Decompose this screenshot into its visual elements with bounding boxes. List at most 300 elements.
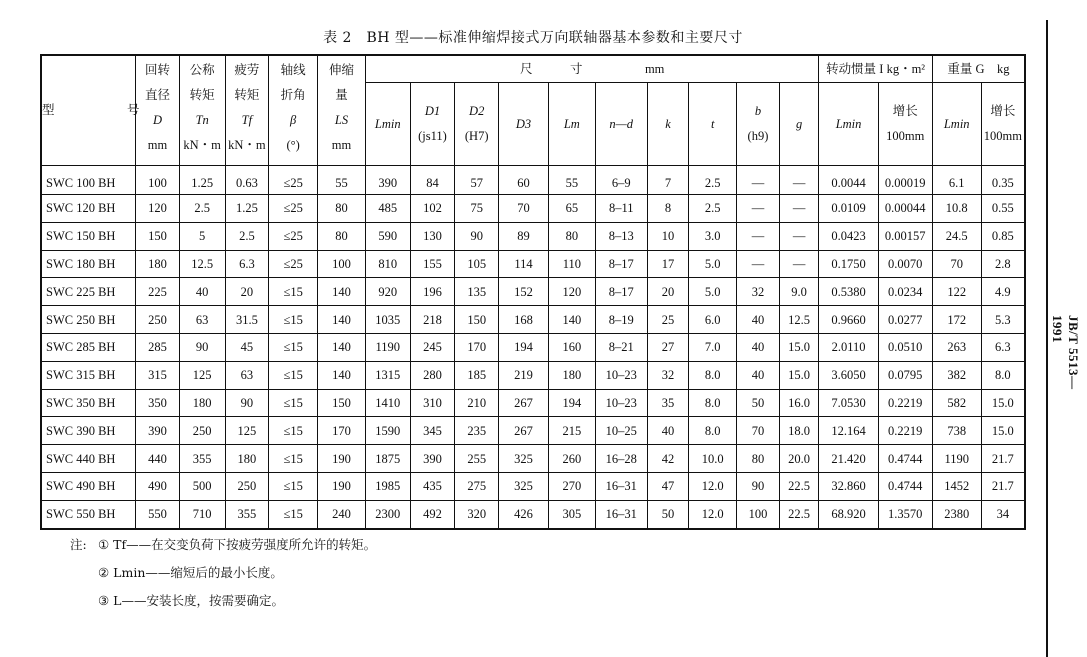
value-cell: 305 bbox=[548, 500, 595, 528]
value-cell: 490 bbox=[136, 472, 180, 500]
value-cell: 0.85 bbox=[981, 222, 1025, 250]
table-row bbox=[41, 250, 1025, 278]
value-cell: 63 bbox=[179, 306, 225, 334]
value-cell: 80 bbox=[318, 195, 366, 223]
value-cell: 17 bbox=[647, 250, 689, 278]
table-row bbox=[41, 500, 1025, 528]
value-cell: 325 bbox=[499, 445, 549, 473]
value-cell: 90 bbox=[225, 389, 269, 417]
value-cell: 267 bbox=[499, 389, 549, 417]
value-cell: 122 bbox=[932, 278, 981, 306]
header-nd: n—d bbox=[595, 83, 647, 166]
header-lm: Lm bbox=[548, 83, 595, 166]
value-cell: 8–11 bbox=[595, 195, 647, 223]
value-cell: 1590 bbox=[365, 417, 410, 445]
value-cell: 0.0070 bbox=[878, 250, 932, 278]
value-cell: 2380 bbox=[932, 500, 981, 528]
value-cell: 2.5 bbox=[179, 195, 225, 223]
value-cell: 485 bbox=[365, 195, 410, 223]
value-cell: 130 bbox=[410, 222, 455, 250]
value-cell: 32 bbox=[647, 361, 689, 389]
value-cell: — bbox=[737, 250, 780, 278]
value-cell: 8.0 bbox=[689, 361, 737, 389]
value-cell: 105 bbox=[455, 250, 499, 278]
table-row bbox=[41, 361, 1025, 389]
note-1 bbox=[70, 536, 376, 564]
value-cell: 1985 bbox=[365, 472, 410, 500]
value-cell: 285 bbox=[136, 333, 180, 361]
table-row bbox=[41, 333, 1025, 361]
value-cell: 90 bbox=[455, 222, 499, 250]
value-cell: 355 bbox=[179, 445, 225, 473]
value-cell: 16–28 bbox=[595, 445, 647, 473]
header-weight-lmin: Lmin bbox=[932, 83, 981, 166]
value-cell: 345 bbox=[410, 417, 455, 445]
value-cell: 219 bbox=[499, 361, 549, 389]
model-cell: SWC 490 BH bbox=[41, 472, 136, 500]
value-cell: 180 bbox=[179, 389, 225, 417]
value-cell: 0.0795 bbox=[878, 361, 932, 389]
table-caption: 表 2 BH 型——标准伸缩焊接式万向联轴器基本参数和主要尺寸 bbox=[323, 30, 743, 46]
value-cell: 6.0 bbox=[689, 306, 737, 334]
value-cell: 8.0 bbox=[981, 361, 1025, 389]
value-cell: — bbox=[779, 222, 819, 250]
parameter-table bbox=[40, 54, 1026, 530]
value-cell: 6.3 bbox=[225, 250, 269, 278]
value-cell: 42 bbox=[647, 445, 689, 473]
value-cell: 12.0 bbox=[689, 472, 737, 500]
value-cell: 1452 bbox=[932, 472, 981, 500]
value-cell: 1190 bbox=[365, 333, 410, 361]
value-cell: 7 bbox=[647, 166, 689, 195]
value-cell: ≤15 bbox=[269, 361, 318, 389]
value-cell: 215 bbox=[548, 417, 595, 445]
value-cell: 245 bbox=[410, 333, 455, 361]
model-cell: SWC 285 BH bbox=[41, 333, 136, 361]
value-cell: 12.5 bbox=[179, 250, 225, 278]
value-cell: 75 bbox=[455, 195, 499, 223]
value-cell: 140 bbox=[318, 306, 366, 334]
value-cell: 0.35 bbox=[981, 166, 1025, 195]
value-cell: 550 bbox=[136, 500, 180, 528]
value-cell: 590 bbox=[365, 222, 410, 250]
value-cell: 267 bbox=[499, 417, 549, 445]
value-cell: 5.0 bbox=[689, 250, 737, 278]
value-cell: 1315 bbox=[365, 361, 410, 389]
value-cell: 310 bbox=[410, 389, 455, 417]
value-cell: 21.420 bbox=[819, 445, 878, 473]
value-cell: 2.5 bbox=[225, 222, 269, 250]
value-cell: 25 bbox=[647, 306, 689, 334]
model-cell: SWC 180 BH bbox=[41, 250, 136, 278]
value-cell: 20.0 bbox=[779, 445, 819, 473]
model-cell: SWC 225 BH bbox=[41, 278, 136, 306]
value-cell: ≤25 bbox=[269, 250, 318, 278]
value-cell: 0.0234 bbox=[878, 278, 932, 306]
value-cell: 170 bbox=[318, 417, 366, 445]
value-cell: 270 bbox=[548, 472, 595, 500]
value-cell: 8–19 bbox=[595, 306, 647, 334]
value-cell: 0.00044 bbox=[878, 195, 932, 223]
table-row bbox=[41, 445, 1025, 473]
header-size-group: 尺 寸 mm bbox=[365, 55, 819, 83]
value-cell: 390 bbox=[410, 445, 455, 473]
value-cell: 84 bbox=[410, 166, 455, 195]
value-cell: 0.2219 bbox=[878, 389, 932, 417]
value-cell: 435 bbox=[410, 472, 455, 500]
value-cell: 8–17 bbox=[595, 250, 647, 278]
value-cell: 275 bbox=[455, 472, 499, 500]
value-cell: 140 bbox=[548, 306, 595, 334]
value-cell: ≤15 bbox=[269, 500, 318, 528]
value-cell: 114 bbox=[499, 250, 549, 278]
value-cell: 100 bbox=[737, 500, 780, 528]
value-cell: 5.3 bbox=[981, 306, 1025, 334]
value-cell: 20 bbox=[647, 278, 689, 306]
header-g: g bbox=[779, 83, 819, 166]
value-cell: — bbox=[737, 222, 780, 250]
table-row bbox=[41, 166, 1025, 195]
value-cell: 810 bbox=[365, 250, 410, 278]
table-body bbox=[41, 166, 1025, 529]
value-cell: — bbox=[737, 195, 780, 223]
value-cell: 194 bbox=[499, 333, 549, 361]
header-inertia-lmin: Lmin bbox=[819, 83, 878, 166]
value-cell: 0.5380 bbox=[819, 278, 878, 306]
value-cell: 0.00019 bbox=[878, 166, 932, 195]
header-nominal-torque: 公称 转矩 Tn kN・m bbox=[179, 55, 225, 166]
value-cell: 160 bbox=[548, 333, 595, 361]
value-cell: 8–21 bbox=[595, 333, 647, 361]
header-model: 型 号 bbox=[41, 55, 136, 166]
value-cell: 57 bbox=[455, 166, 499, 195]
value-cell: 140 bbox=[318, 361, 366, 389]
value-cell: 382 bbox=[932, 361, 981, 389]
value-cell: 150 bbox=[136, 222, 180, 250]
value-cell: 21.7 bbox=[981, 472, 1025, 500]
header-b: b (h9) bbox=[737, 83, 780, 166]
header-axis-angle: 轴线 折角 β (°) bbox=[269, 55, 318, 166]
value-cell: 27 bbox=[647, 333, 689, 361]
model-cell: SWC 250 BH bbox=[41, 306, 136, 334]
value-cell: 15.0 bbox=[981, 417, 1025, 445]
value-cell: — bbox=[779, 166, 819, 195]
value-cell: 120 bbox=[548, 278, 595, 306]
value-cell: 6–9 bbox=[595, 166, 647, 195]
value-cell: 0.9660 bbox=[819, 306, 878, 334]
note-1-text: ① Tf——在交变负荷下按疲劳强度所允许的转矩。 bbox=[98, 537, 377, 552]
value-cell: 325 bbox=[499, 472, 549, 500]
table-row bbox=[41, 417, 1025, 445]
value-cell: 4.9 bbox=[981, 278, 1025, 306]
value-cell: — bbox=[779, 195, 819, 223]
value-cell: 0.0109 bbox=[819, 195, 878, 223]
value-cell: — bbox=[737, 166, 780, 195]
value-cell: 185 bbox=[455, 361, 499, 389]
table-row bbox=[41, 195, 1025, 223]
value-cell: 0.0423 bbox=[819, 222, 878, 250]
value-cell: 190 bbox=[318, 445, 366, 473]
value-cell: 0.63 bbox=[225, 166, 269, 195]
value-cell: 210 bbox=[455, 389, 499, 417]
table-row bbox=[41, 472, 1025, 500]
value-cell: 0.55 bbox=[981, 195, 1025, 223]
value-cell: 194 bbox=[548, 389, 595, 417]
value-cell: 47 bbox=[647, 472, 689, 500]
value-cell: 60 bbox=[499, 166, 549, 195]
model-cell: SWC 550 BH bbox=[41, 500, 136, 528]
value-cell: 250 bbox=[179, 417, 225, 445]
model-cell: SWC 150 BH bbox=[41, 222, 136, 250]
value-cell: 190 bbox=[318, 472, 366, 500]
standard-code: JB/T 5513—1991 bbox=[1050, 315, 1081, 390]
value-cell: 35 bbox=[647, 389, 689, 417]
value-cell: 80 bbox=[737, 445, 780, 473]
value-cell: 196 bbox=[410, 278, 455, 306]
value-cell: 170 bbox=[455, 333, 499, 361]
value-cell: ≤15 bbox=[269, 333, 318, 361]
value-cell: 1.25 bbox=[225, 195, 269, 223]
value-cell: 0.0044 bbox=[819, 166, 878, 195]
notes bbox=[70, 536, 376, 620]
value-cell: 40 bbox=[647, 417, 689, 445]
value-cell: 426 bbox=[499, 500, 549, 528]
value-cell: 63 bbox=[225, 361, 269, 389]
value-cell: 2300 bbox=[365, 500, 410, 528]
value-cell: 24.5 bbox=[932, 222, 981, 250]
value-cell: 1035 bbox=[365, 306, 410, 334]
value-cell: 390 bbox=[365, 166, 410, 195]
value-cell: ≤25 bbox=[269, 195, 318, 223]
header-weight-group: 重量 G kg bbox=[932, 55, 1025, 83]
value-cell: 3.0 bbox=[689, 222, 737, 250]
value-cell: 255 bbox=[455, 445, 499, 473]
value-cell: 70 bbox=[499, 195, 549, 223]
value-cell: 582 bbox=[932, 389, 981, 417]
value-cell: 12.5 bbox=[779, 306, 819, 334]
value-cell: 0.4744 bbox=[878, 445, 932, 473]
value-cell: 50 bbox=[737, 389, 780, 417]
value-cell: 0.0277 bbox=[878, 306, 932, 334]
value-cell: ≤25 bbox=[269, 222, 318, 250]
value-cell: 1875 bbox=[365, 445, 410, 473]
value-cell: 260 bbox=[548, 445, 595, 473]
value-cell: 40 bbox=[737, 306, 780, 334]
value-cell: 40 bbox=[737, 333, 780, 361]
table-row bbox=[41, 306, 1025, 334]
value-cell: 40 bbox=[737, 361, 780, 389]
value-cell: 5 bbox=[179, 222, 225, 250]
value-cell: 355 bbox=[225, 500, 269, 528]
value-cell: 10.8 bbox=[932, 195, 981, 223]
value-cell: 8–13 bbox=[595, 222, 647, 250]
table-row bbox=[41, 278, 1025, 306]
note-lead: 注: bbox=[70, 537, 87, 552]
value-cell: — bbox=[779, 250, 819, 278]
value-cell: 15.0 bbox=[981, 389, 1025, 417]
value-cell: 172 bbox=[932, 306, 981, 334]
value-cell: 50 bbox=[647, 500, 689, 528]
value-cell: 120 bbox=[136, 195, 180, 223]
header-inertia-increase: 增长 100mm bbox=[878, 83, 932, 166]
value-cell: 155 bbox=[410, 250, 455, 278]
value-cell: 738 bbox=[932, 417, 981, 445]
value-cell: 0.0510 bbox=[878, 333, 932, 361]
value-cell: 350 bbox=[136, 389, 180, 417]
value-cell: ≤25 bbox=[269, 166, 318, 195]
value-cell: 65 bbox=[548, 195, 595, 223]
value-cell: 140 bbox=[318, 333, 366, 361]
value-cell: 8 bbox=[647, 195, 689, 223]
value-cell: 32.860 bbox=[819, 472, 878, 500]
value-cell: 22.5 bbox=[779, 472, 819, 500]
table-row bbox=[41, 222, 1025, 250]
value-cell: 70 bbox=[932, 250, 981, 278]
value-cell: 10.0 bbox=[689, 445, 737, 473]
value-cell: 12.164 bbox=[819, 417, 878, 445]
value-cell: 168 bbox=[499, 306, 549, 334]
model-cell: SWC 440 BH bbox=[41, 445, 136, 473]
value-cell: 16.0 bbox=[779, 389, 819, 417]
model-cell: SWC 350 BH bbox=[41, 389, 136, 417]
value-cell: 240 bbox=[318, 500, 366, 528]
value-cell: 150 bbox=[318, 389, 366, 417]
value-cell: 320 bbox=[455, 500, 499, 528]
value-cell: 40 bbox=[179, 278, 225, 306]
value-cell: 2.5 bbox=[689, 195, 737, 223]
model-cell: SWC 120 BH bbox=[41, 195, 136, 223]
value-cell: 7.0 bbox=[689, 333, 737, 361]
header-stroke: 伸缩 量 LS mm bbox=[318, 55, 366, 166]
value-cell: 390 bbox=[136, 417, 180, 445]
value-cell: 0.4744 bbox=[878, 472, 932, 500]
model-cell: SWC 100 BH bbox=[41, 166, 136, 195]
header-t: t bbox=[689, 83, 737, 166]
note-2: ② Lmin——缩短后的最小长度。 bbox=[98, 565, 283, 580]
value-cell: 0.2219 bbox=[878, 417, 932, 445]
value-cell: 2.8 bbox=[981, 250, 1025, 278]
value-cell: 9.0 bbox=[779, 278, 819, 306]
value-cell: 80 bbox=[548, 222, 595, 250]
value-cell: 8.0 bbox=[689, 417, 737, 445]
value-cell: 100 bbox=[136, 166, 180, 195]
value-cell: 315 bbox=[136, 361, 180, 389]
value-cell: 12.0 bbox=[689, 500, 737, 528]
value-cell: 20 bbox=[225, 278, 269, 306]
value-cell: 180 bbox=[136, 250, 180, 278]
value-cell: 2.0110 bbox=[819, 333, 878, 361]
header-lmin: Lmin bbox=[365, 83, 410, 166]
header-inertia-group: 转动惯量 I kg・m² bbox=[819, 55, 932, 83]
header-fatigue-torque: 疲劳 转矩 Tf kN・m bbox=[225, 55, 269, 166]
value-cell: 21.7 bbox=[981, 445, 1025, 473]
value-cell: 250 bbox=[225, 472, 269, 500]
value-cell: 16–31 bbox=[595, 472, 647, 500]
value-cell: 920 bbox=[365, 278, 410, 306]
value-cell: ≤15 bbox=[269, 445, 318, 473]
value-cell: 1.3570 bbox=[878, 500, 932, 528]
header-d2: D2 (H7) bbox=[455, 83, 499, 166]
value-cell: 90 bbox=[737, 472, 780, 500]
value-cell: ≤15 bbox=[269, 306, 318, 334]
value-cell: 100 bbox=[318, 250, 366, 278]
value-cell: 1.25 bbox=[179, 166, 225, 195]
value-cell: 90 bbox=[179, 333, 225, 361]
value-cell: 7.0530 bbox=[819, 389, 878, 417]
value-cell: 235 bbox=[455, 417, 499, 445]
value-cell: 8.0 bbox=[689, 389, 737, 417]
value-cell: 10–25 bbox=[595, 417, 647, 445]
value-cell: 152 bbox=[499, 278, 549, 306]
value-cell: 10–23 bbox=[595, 389, 647, 417]
value-cell: 500 bbox=[179, 472, 225, 500]
margin-rule bbox=[1046, 20, 1048, 657]
header-k: k bbox=[647, 83, 689, 166]
header-weight-increase: 增长 100mm bbox=[981, 83, 1025, 166]
value-cell: 45 bbox=[225, 333, 269, 361]
value-cell: 2.5 bbox=[689, 166, 737, 195]
note-3: ③ L——安装长度，按需要确定。 bbox=[98, 593, 284, 608]
value-cell: 280 bbox=[410, 361, 455, 389]
value-cell: 70 bbox=[737, 417, 780, 445]
value-cell: 1190 bbox=[932, 445, 981, 473]
value-cell: 80 bbox=[318, 222, 366, 250]
value-cell: 8–17 bbox=[595, 278, 647, 306]
value-cell: 55 bbox=[318, 166, 366, 195]
value-cell: 15.0 bbox=[779, 361, 819, 389]
header-d3: D3 bbox=[499, 83, 549, 166]
value-cell: 55 bbox=[548, 166, 595, 195]
value-cell: 22.5 bbox=[779, 500, 819, 528]
model-cell: SWC 315 BH bbox=[41, 361, 136, 389]
value-cell: 31.5 bbox=[225, 306, 269, 334]
value-cell: 68.920 bbox=[819, 500, 878, 528]
value-cell: 250 bbox=[136, 306, 180, 334]
value-cell: 180 bbox=[225, 445, 269, 473]
value-cell: 140 bbox=[318, 278, 366, 306]
value-cell: 6.3 bbox=[981, 333, 1025, 361]
value-cell: ≤15 bbox=[269, 472, 318, 500]
value-cell: 125 bbox=[225, 417, 269, 445]
value-cell: 180 bbox=[548, 361, 595, 389]
value-cell: 263 bbox=[932, 333, 981, 361]
value-cell: 135 bbox=[455, 278, 499, 306]
value-cell: 492 bbox=[410, 500, 455, 528]
header-d1: D1 (js11) bbox=[410, 83, 455, 166]
model-cell: SWC 390 BH bbox=[41, 417, 136, 445]
value-cell: 16–31 bbox=[595, 500, 647, 528]
value-cell: 6.1 bbox=[932, 166, 981, 195]
value-cell: 32 bbox=[737, 278, 780, 306]
value-cell: 125 bbox=[179, 361, 225, 389]
value-cell: 218 bbox=[410, 306, 455, 334]
value-cell: 102 bbox=[410, 195, 455, 223]
header-rot-dia: 回转 直径 D mm bbox=[136, 55, 180, 166]
value-cell: 10 bbox=[647, 222, 689, 250]
table-row bbox=[41, 389, 1025, 417]
value-cell: 10–23 bbox=[595, 361, 647, 389]
value-cell: 18.0 bbox=[779, 417, 819, 445]
value-cell: 440 bbox=[136, 445, 180, 473]
value-cell: 1410 bbox=[365, 389, 410, 417]
value-cell: 3.6050 bbox=[819, 361, 878, 389]
value-cell: 150 bbox=[455, 306, 499, 334]
value-cell: 34 bbox=[981, 500, 1025, 528]
value-cell: 110 bbox=[548, 250, 595, 278]
value-cell: ≤15 bbox=[269, 278, 318, 306]
value-cell: 5.0 bbox=[689, 278, 737, 306]
value-cell: ≤15 bbox=[269, 389, 318, 417]
